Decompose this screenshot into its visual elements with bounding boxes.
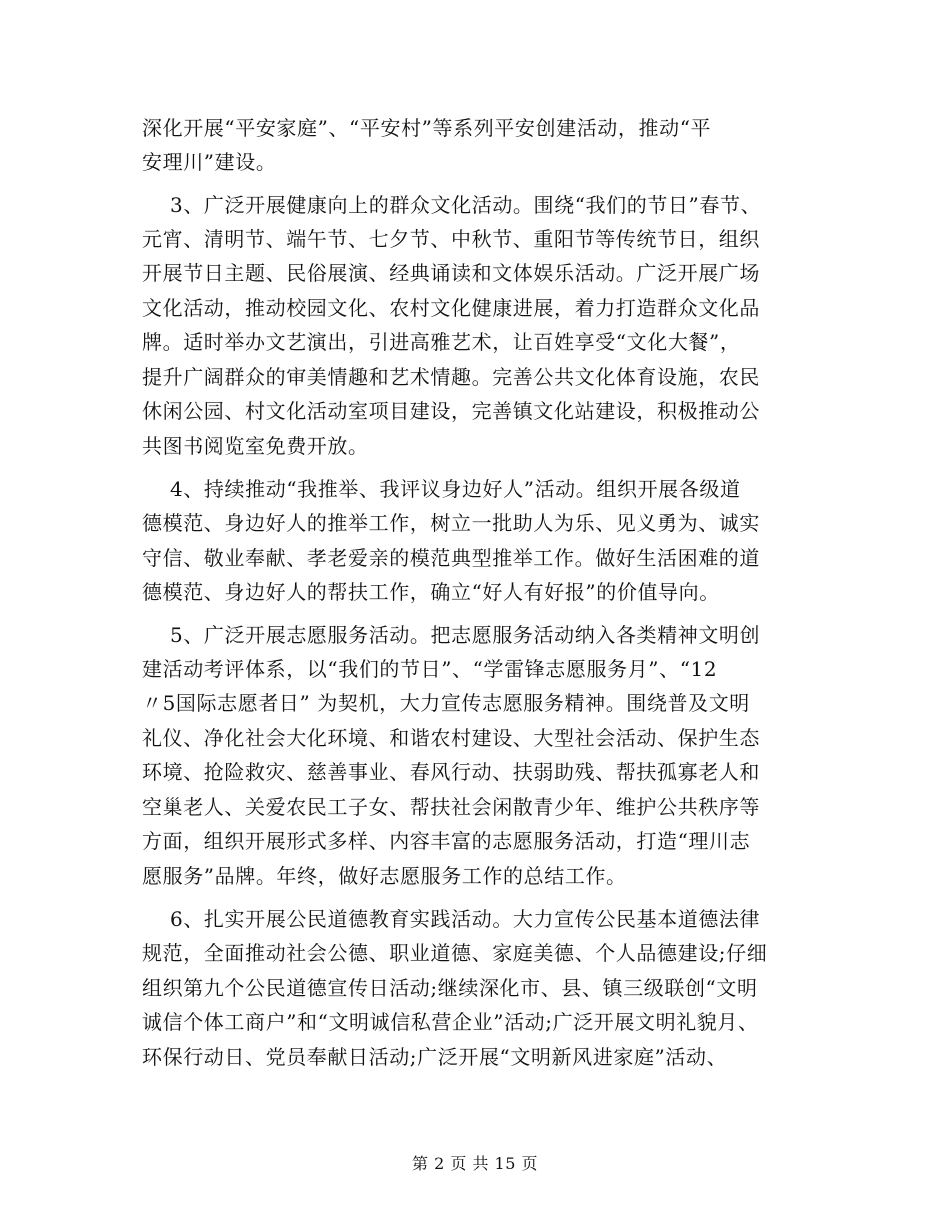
- text-line: 礼仪、净化社会大化环境、和谐农村建设、大型社会活动、保护生态: [142, 726, 760, 750]
- text-line: 牌。适时举办文艺演出，引进高雅艺术，让百姓享受“文化大餐”，: [142, 330, 741, 354]
- text-line: 愿服务”品牌。年终，做好志愿服务工作的总结工作。: [142, 864, 627, 888]
- text-line: 提升广阔群众的审美情趣和艺术情趣。完善公共文化体育设施，农民: [142, 365, 760, 389]
- text-line: 规范，全面推动社会公德、职业道德、家庭美德、个人品德建设;仔细: [142, 941, 768, 965]
- text-line: 德模范、身边好人的帮扶工作，确立“好人有好报”的价值导向。: [142, 580, 720, 604]
- text-line: 文化活动，推动校园文化、农村文化健康进展，着力打造群众文化品: [142, 296, 760, 320]
- text-line: 4、持续推动“我推举、我评议身边好人”活动。组织开展各级道: [170, 477, 741, 501]
- text-line: 〃5国际志愿者日” 为契机，大力宣传志愿服务精神。围绕普及文明: [142, 691, 750, 715]
- text-line: 守信、敬业奉献、孝老爱亲的模范典型推举工作。做好生活困难的道: [142, 546, 760, 570]
- text-line: 环保行动日、党员奉献日活动;广泛开展“文明新风进家庭”活动、: [142, 1045, 728, 1069]
- text-line: 环境、抢险救灾、慈善事业、春风行动、扶弱助残、帮扶孤寡老人和: [142, 760, 760, 784]
- text-line: 安理川”建设。: [142, 150, 277, 174]
- text-line: 诚信个体工商户”和“文明诚信私营企业”活动;广泛开展文明礼貌月、: [142, 1010, 759, 1034]
- text-line: 开展节日主题、民俗展演、经典诵读和文体娱乐活动。广泛开展广场: [142, 261, 760, 285]
- text-line: 深化开展“平安家庭”、“平安村”等系列平安创建活动，推动“平: [142, 116, 712, 140]
- text-line: 空巢老人、关爱农民工子女、帮扶社会闲散青少年、维护公共秩序等: [142, 795, 760, 819]
- text-line: 方面，组织开展形式多样、内容丰富的志愿服务活动，打造“理川志: [142, 829, 751, 853]
- text-line: 德模范、身边好人的推举工作，树立一批助人为乐、见义勇为、诚实: [142, 511, 760, 535]
- text-line: 建活动考评体系，以“我们的节日”、“学雷锋志愿服务月”、“12: [142, 657, 718, 681]
- text-line: 休闲公园、村文化活动室项目建设，完善镇文化站建设，积极推动公: [142, 399, 760, 423]
- text-line: 5、广泛开展志愿服务活动。把志愿服务活动纳入各类精神文明创: [170, 623, 761, 647]
- text-line: 组织第九个公民道德宣传日活动;继续深化市、县、镇三级联创“文明: [142, 976, 758, 1000]
- text-line: 元宵、清明节、端午节、七夕节、中秋节、重阳节等传统节日，组织: [142, 227, 760, 251]
- text-line: 共图书阅览室免费开放。: [142, 434, 369, 458]
- text-line: 3、广泛开展健康向上的群众文化活动。围绕“我们的节日”春节、: [170, 193, 762, 217]
- text-line: 6、扎实开展公民道德教育实践活动。大力宣传公民基本道德法律: [170, 907, 761, 931]
- page-footer: 第 2 页 共 15 页: [412, 1154, 538, 1173]
